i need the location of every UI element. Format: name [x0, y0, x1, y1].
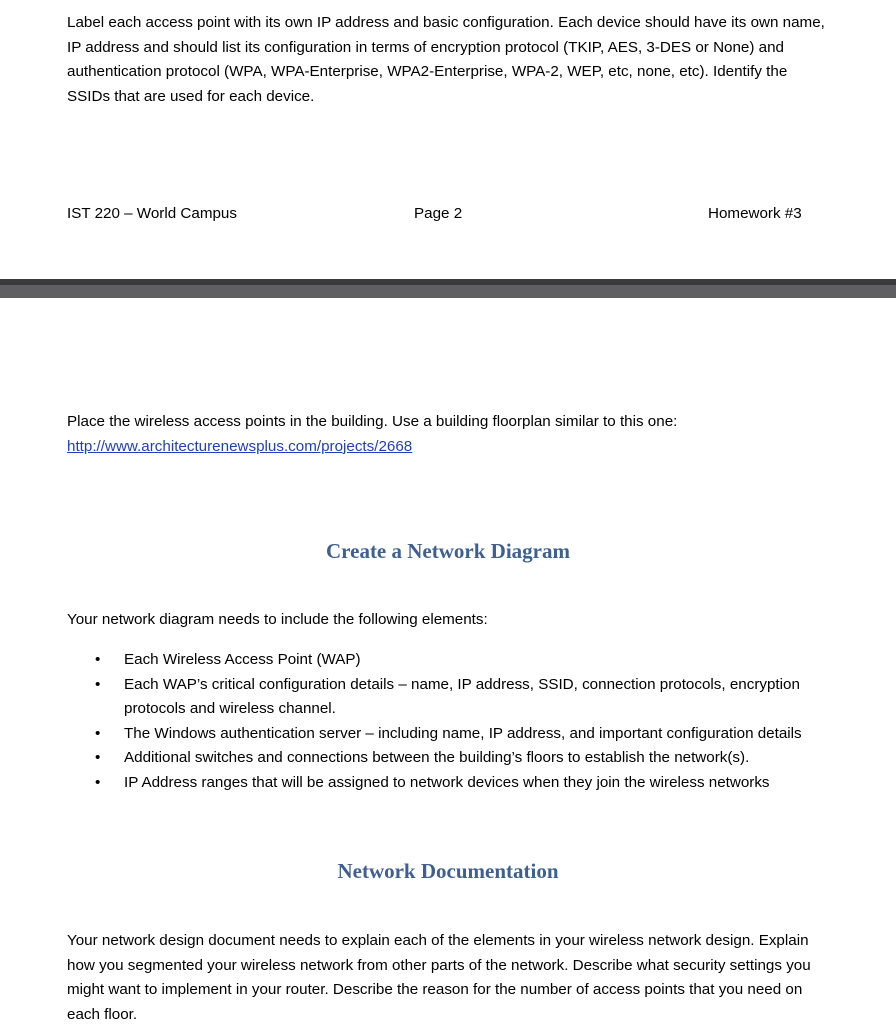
footer-page-number: Page 2 — [414, 205, 463, 222]
diagram-elements-list — [95, 648, 835, 796]
list-item: • The Windows authentication server – including name, IP address, and important configuration details — [95, 722, 835, 747]
bullet-icon: • — [95, 651, 101, 668]
label-instructions-paragraph: Label each access point with its own IP address and basic configuration. Each device should have its own name, IP address and should list its configuration in terms of encryption protocol (TKIP, AES, 3-DES or None) and authentication protocol (WPA, WPA-Enterprise, WPA2-Enterprise, WPA-2, WEP, etc, none, etc). Identify the SSIDs that are used for each device. — [67, 14, 825, 105]
bullet-icon: • — [95, 773, 101, 791]
list-item: • IP Address ranges that will be assigned to network devices when they join the wireless networks — [95, 771, 835, 796]
bullet-icon: • — [95, 749, 101, 767]
bullet-icon: • — [95, 675, 101, 693]
placement-intro-text: Place the wireless access points in the building. Use a building floorplan similar to this one: — [67, 413, 678, 430]
page-separator-shadow — [0, 279, 896, 285]
heading-network-documentation: Network Documentation — [337, 859, 559, 883]
document-page-1 — [0, 0, 896, 279]
footer-course: IST 220 – World Campus — [67, 205, 237, 222]
list-item: • Each WAP’s critical configuration details – name, IP address, SSID, connection protocols, encryption protocols and wireless channel. — [95, 673, 835, 722]
diagram-intro-text: Your network diagram needs to include the following elements: — [67, 611, 488, 628]
documentation-paragraph: Your network design document needs to explain each of the elements in your wireless network design. Explain how you segmented your wireless network from other parts of the network. Describe what security settings you might want to implement in your router. Describe the reason for the number of access points that you need on each floor. — [67, 932, 811, 1023]
heading-create-network-diagram: Create a Network Diagram — [326, 539, 570, 563]
list-item: • Each Wireless Access Point (WAP) — [95, 648, 835, 673]
floorplan-link[interactable]: http://www.architecturenewsplus.com/projects/2668 — [67, 437, 413, 455]
placement-instructions — [67, 410, 827, 459]
footer-assignment: Homework #3 — [708, 205, 802, 222]
bullet-icon: • — [95, 724, 101, 742]
list-item: • Additional switches and connections between the building’s floors to establish the network(s). — [95, 746, 835, 771]
